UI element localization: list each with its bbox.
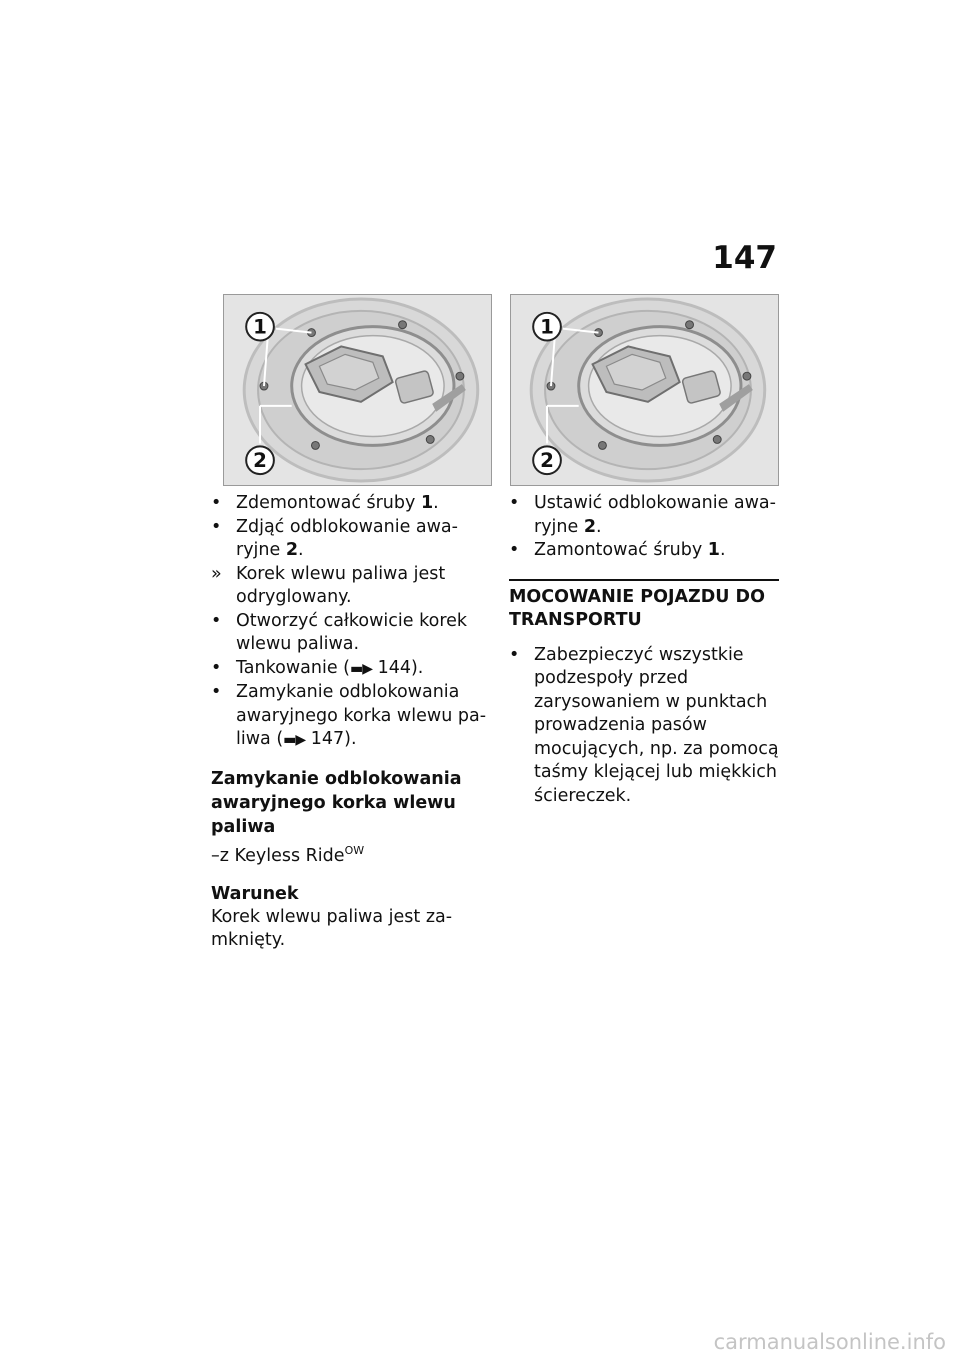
fuel-cap-figure-1 [223,294,492,486]
step-text: Korek wlewu paliwa jest odryglowany. [236,563,446,607]
step-punct: . [719,540,726,560]
instruction-step [509,539,779,563]
bullet-mark: • [211,516,222,537]
bullet-mark: • [509,644,520,665]
step-text: Zamykanie odblokowania awaryjnego korka wlewu paliwa ( [236,682,487,749]
variant-text: –z Keyless Ride [211,845,345,866]
bullet-mark: • [211,657,222,678]
step-text: Zamontować śruby [534,540,708,560]
fuel-cap-illustration [511,295,778,485]
bullet-mark: • [211,493,222,513]
step-text: Ustawić odblokowanie awaryjne [534,493,776,537]
fuel-cap-illustration [224,295,491,485]
condition-text: Korek wlewu paliwa jest zamknięty. [211,906,453,951]
bullet-mark: • [211,610,222,631]
instruction-step [211,492,491,516]
step-ref-number: 1 [420,493,434,513]
instruction-step [211,657,491,682]
step-punct: . [298,540,304,560]
instruction-step [509,644,779,809]
bullet-mark: • [211,682,222,702]
instruction-step [509,492,779,539]
page-ref-arrow-icon: ▬▶ [349,660,372,677]
section-heading: MOCOWANIE POJAZDU DO TRANSPORTU [509,579,779,632]
page-ref-arrow-icon: ▬▶ [283,732,306,748]
variant-superscript: OW [344,843,365,857]
instruction-step [211,516,491,563]
result-step [211,563,491,610]
step-text: Tankowanie ( [236,657,350,678]
step-text: Zdemontować śruby [236,493,421,513]
watermark: carmanualsonline.info [713,1330,946,1354]
result-mark: » [211,563,222,584]
page-ref-link[interactable]: 147 [310,729,345,749]
variant-note [211,839,491,868]
step-ref-number: 2 [583,516,597,537]
instruction-step [211,610,491,657]
left-column [211,492,491,953]
instruction-step [211,681,491,753]
page-number: 147 [712,240,777,276]
fuel-cap-figure-2 [510,294,779,486]
step-ref-number: 2 [285,540,299,560]
step-text: Zabezpieczyć wszystkie podzespoły przed zarysowaniem w punktach prowadzenia pasów mocujących, np. za pomocą taśmy klejącej lub miękkich ściereczek. [534,644,779,806]
subsection-heading: Zamykanie odblokowania awaryjnego korka wlewu paliwa [211,768,462,837]
step-text: Otworzyć całkowicie korek wlewu paliwa. [236,610,468,654]
right-column [509,492,779,808]
callout-2: 2 [253,449,267,473]
step-text: Zdjąć odblokowanie awaryjne [236,516,458,560]
step-punct: . [433,493,439,513]
bullet-mark: • [509,540,520,560]
bullet-mark: • [509,493,520,513]
step-punct: . [596,516,602,537]
page-ref-link[interactable]: 144 [377,657,411,678]
callout-1: 1 [253,315,267,339]
callout-2: 2 [540,449,554,473]
step-punct: ). [410,657,424,678]
condition-label: Warunek [211,883,299,904]
step-punct: ). [344,729,357,749]
step-ref-number: 1 [707,540,720,560]
callout-1: 1 [540,315,554,339]
